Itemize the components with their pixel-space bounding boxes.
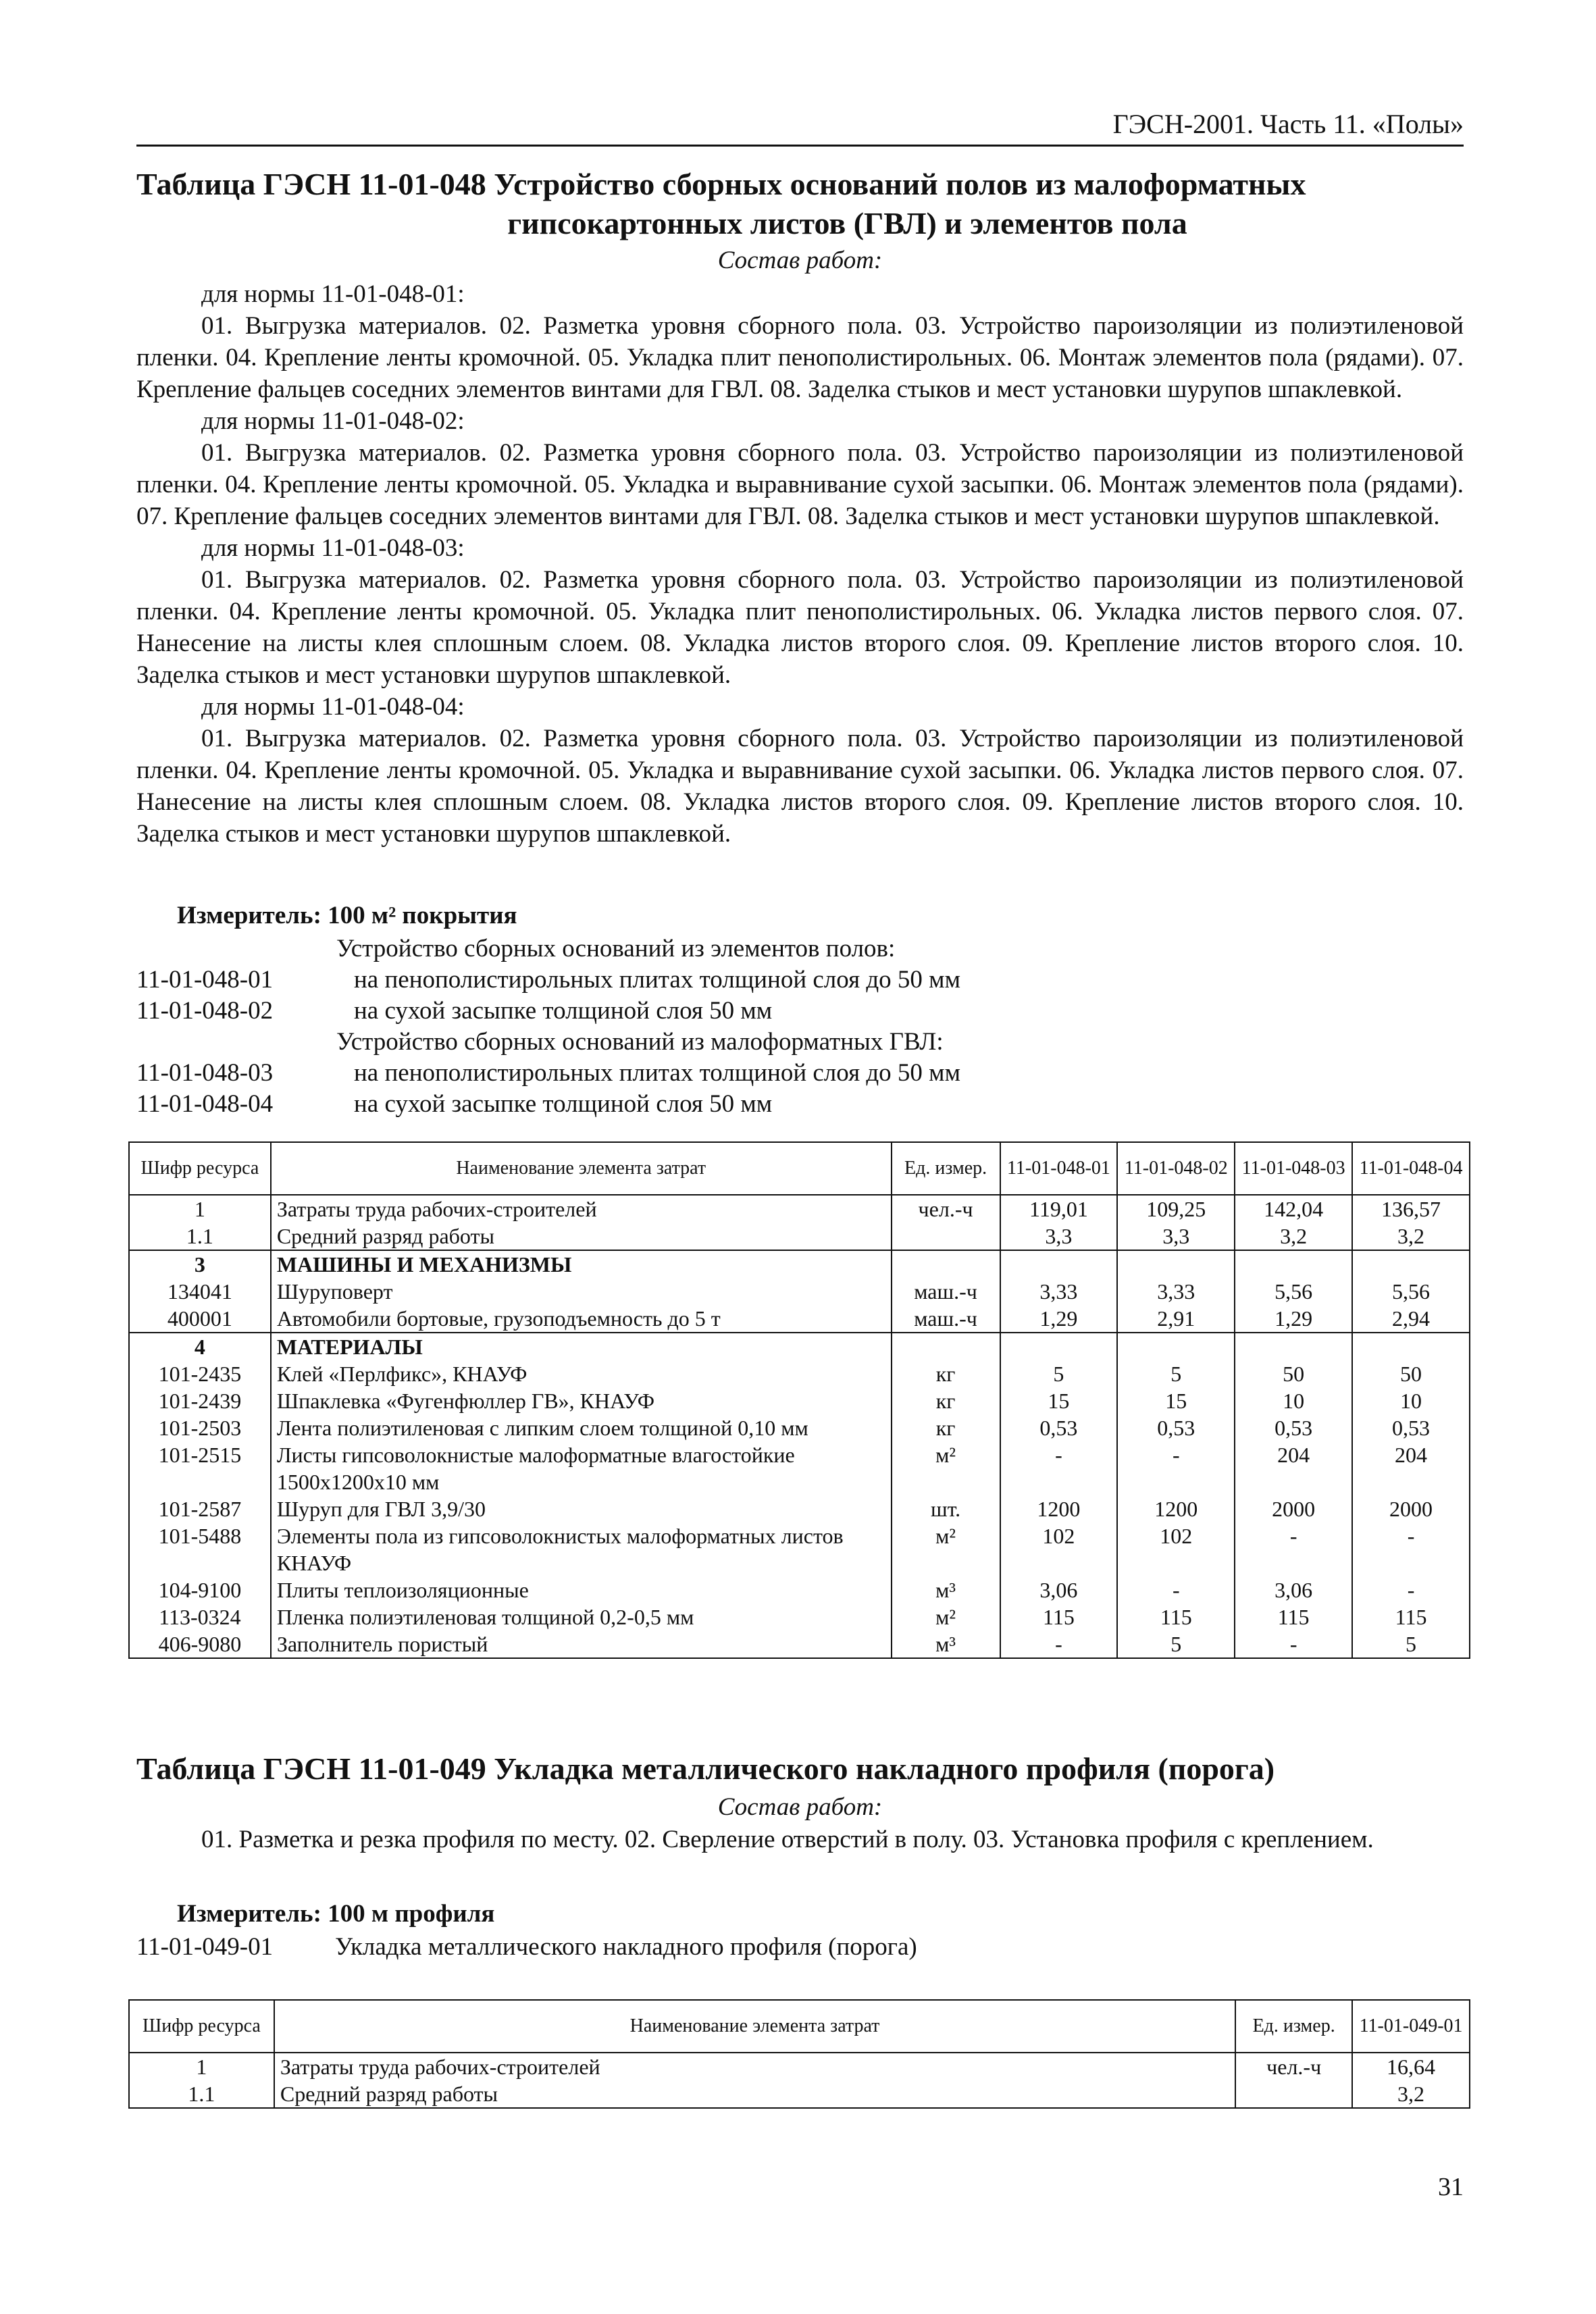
resource-code: 101-5488 xyxy=(129,1522,271,1576)
norm-value: 3,2 xyxy=(1235,1223,1352,1250)
norm-value xyxy=(1117,1333,1235,1360)
norm-value xyxy=(1235,1333,1352,1360)
group-heading: Устройство сборных оснований из малоформатных ГВЛ: xyxy=(336,1028,944,1056)
norm-description: на сухой засыпке толщиной слоя 50 мм xyxy=(354,1090,773,1118)
norm-value xyxy=(1352,1333,1470,1360)
norm-value: - xyxy=(1000,1630,1118,1658)
norm-value: 2,91 xyxy=(1117,1305,1235,1333)
norm-label: для нормы 11-01-048-02: xyxy=(201,407,465,435)
element-name: МАШИНЫ И МЕХАНИЗМЫ xyxy=(271,1250,892,1278)
unit: м² xyxy=(892,1522,1000,1576)
unit: шт. xyxy=(892,1495,1000,1522)
code-row xyxy=(136,1058,1464,1089)
norm-value: 50 xyxy=(1352,1360,1470,1387)
table-row xyxy=(129,1333,1470,1360)
norm-value: 5 xyxy=(1352,1630,1470,1658)
norm-value: - xyxy=(1117,1441,1235,1495)
norm-value: 1200 xyxy=(1117,1495,1235,1522)
resource-code: 1.1 xyxy=(129,1223,271,1250)
header-norm-col: 11-01-048-02 xyxy=(1117,1142,1235,1195)
norm-value xyxy=(1000,1333,1118,1360)
table-049-title: Таблица ГЭСН 11-01-049 Укладка металлического накладного профиля (порога) xyxy=(136,1751,1275,1786)
resource-code: 1 xyxy=(129,2053,274,2080)
table-row xyxy=(129,1250,1470,1278)
element-name: Шуруповерт xyxy=(271,1278,892,1305)
code-row xyxy=(136,965,1464,996)
header-unit: Ед. измер. xyxy=(892,1142,1000,1195)
unit xyxy=(892,1250,1000,1278)
norm-value: 2,94 xyxy=(1352,1305,1470,1333)
norm-value: - xyxy=(1235,1522,1352,1576)
header-norm-col: 11-01-049-01 xyxy=(1352,2000,1470,2053)
table-row xyxy=(129,2080,1470,2108)
resource-code: 101-2439 xyxy=(129,1387,271,1414)
header-resource-code: Шифр ресурса xyxy=(129,2000,274,2053)
norm-value: 10 xyxy=(1352,1387,1470,1414)
norm-value: 1200 xyxy=(1000,1495,1118,1522)
norm-text: 01. Выгрузка материалов. 02. Разметка уровня сборного пола. 03. Устройство пароизоляции из полиэтиленовой пленки. 04. Крепление ленты кромочной. 05. Укладка плит пенополистирольных. 06. Укладка листов первого слоя. 07. Нанесение на листы клея сплошным слоем. 08. Укладка листов второго слоя. 09. Крепление листов второго слоя. 10. Заделка стыков и мест установки шурупов шпаклевкой. xyxy=(136,566,1464,689)
group-heading: Устройство сборных оснований из элементов полов: xyxy=(336,935,896,962)
table-row xyxy=(129,1387,1470,1414)
resource-code: 1.1 xyxy=(129,2080,274,2108)
table-048-title-line2: гипсокартонных листов (ГВЛ) и элементов пола xyxy=(507,206,1187,240)
norm-label: для нормы 11-01-048-04: xyxy=(201,693,465,721)
element-name: Шпаклевка «Фугенфюллер ГВ», КНАУФ xyxy=(271,1387,892,1414)
norm-value: 5 xyxy=(1000,1360,1118,1387)
norm-value: 1,29 xyxy=(1000,1305,1118,1333)
norm-value: 204 xyxy=(1235,1441,1352,1495)
code-row xyxy=(136,996,1464,1027)
norm-label: для нормы 11-01-048-01: xyxy=(201,280,465,308)
composition-label: Состав работ: xyxy=(717,1793,883,1821)
norm-value: 3,3 xyxy=(1117,1223,1235,1250)
norm-value: 5 xyxy=(1117,1360,1235,1387)
norm-value: - xyxy=(1000,1441,1118,1495)
unit: маш.-ч xyxy=(892,1278,1000,1305)
table-048-title xyxy=(136,165,1464,243)
table-row xyxy=(129,1522,1470,1576)
norm-value: 0,53 xyxy=(1235,1414,1352,1441)
norm-value: 115 xyxy=(1235,1603,1352,1630)
resource-code: 101-2503 xyxy=(129,1414,271,1441)
norm-description: на сухой засыпке толщиной слоя 50 мм xyxy=(354,997,773,1025)
norm-value: 102 xyxy=(1000,1522,1118,1576)
table-row xyxy=(129,1360,1470,1387)
element-name: Заполнитель пористый xyxy=(271,1630,892,1658)
measure-unit: Измеритель: 100 м² покрытия xyxy=(177,902,517,929)
norm-value: 5 xyxy=(1117,1630,1235,1658)
resource-table-049 xyxy=(128,1999,1470,2109)
norm-value: 5,56 xyxy=(1235,1278,1352,1305)
resource-code: 4 xyxy=(129,1333,271,1360)
element-name: Клей «Перлфикс», КНАУФ xyxy=(271,1360,892,1387)
norm-value: 142,04 xyxy=(1235,1195,1352,1223)
resource-code: 406-9080 xyxy=(129,1630,271,1658)
table-row xyxy=(129,1441,1470,1495)
norm-code: 11-01-048-01 xyxy=(136,966,274,994)
element-name: МАТЕРИАЛЫ xyxy=(271,1333,892,1360)
table-row xyxy=(129,1223,1470,1250)
running-header: ГЭСН-2001. Часть 11. «Полы» xyxy=(1112,109,1464,139)
norm-value xyxy=(1352,1250,1470,1278)
table-row xyxy=(129,1576,1470,1603)
norm-value: 50 xyxy=(1235,1360,1352,1387)
element-name: Пленка полиэтиленовая толщиной 0,2-0,5 мм xyxy=(271,1603,892,1630)
header-unit: Ед. измер. xyxy=(1235,2000,1352,2053)
norm-value: 3,33 xyxy=(1117,1278,1235,1305)
unit: кг xyxy=(892,1414,1000,1441)
resource-code: 113-0324 xyxy=(129,1603,271,1630)
unit: кг xyxy=(892,1387,1000,1414)
norm-code: 11-01-049-01 xyxy=(136,1933,274,1961)
norm-value: 5,56 xyxy=(1352,1278,1470,1305)
code-row xyxy=(136,1089,1464,1120)
norm-code: 11-01-048-02 xyxy=(136,997,274,1025)
norm-value: - xyxy=(1235,1630,1352,1658)
element-name: Средний разряд работы xyxy=(271,1223,892,1250)
table-row xyxy=(129,1495,1470,1522)
element-name: Затраты труда рабочих-строителей xyxy=(274,2053,1235,2080)
element-name: Затраты труда рабочих-строителей xyxy=(271,1195,892,1223)
norm-text: 01. Выгрузка материалов. 02. Разметка уровня сборного пола. 03. Устройство пароизоляции из полиэтиленовой пленки. 04. Крепление ленты кромочной. 05. Укладка и выравнивание сухой засыпки. 06. Монтаж элементов пола (рядами). 07. Крепление фальцев соседних элементов винтами для ГВЛ. 08. Заделка стыков и мест установки шурупов шпаклевкой. xyxy=(136,439,1464,530)
norm-description: на пенополистирольных плитах толщиной слоя до 50 мм xyxy=(354,1059,960,1087)
page-number: 31 xyxy=(1438,2173,1464,2201)
norm-code: 11-01-048-03 xyxy=(136,1059,274,1087)
norm-value: 3,06 xyxy=(1000,1576,1118,1603)
header-element-name: Наименование элемента затрат xyxy=(271,1142,892,1195)
norm-value: 136,57 xyxy=(1352,1195,1470,1223)
norm-codes-049 xyxy=(136,1932,1464,1963)
measure-unit-049: Измеритель: 100 м профиля xyxy=(177,1900,495,1928)
unit: маш.-ч xyxy=(892,1305,1000,1333)
norm-value: 3,2 xyxy=(1352,2080,1470,2108)
element-name: Средний разряд работы xyxy=(274,2080,1235,2108)
norm-value: 3,33 xyxy=(1000,1278,1118,1305)
resource-code: 134041 xyxy=(129,1278,271,1305)
norm-value: 1,29 xyxy=(1235,1305,1352,1333)
resource-table-048 xyxy=(128,1141,1470,1659)
header-norm-col: 11-01-048-03 xyxy=(1235,1142,1352,1195)
resource-code: 101-2587 xyxy=(129,1495,271,1522)
table-row xyxy=(129,1305,1470,1333)
unit xyxy=(892,1223,1000,1250)
norm-value: 15 xyxy=(1117,1387,1235,1414)
table-row xyxy=(129,1630,1470,1658)
norm-value: 3,3 xyxy=(1000,1223,1118,1250)
norm-value: 0,53 xyxy=(1117,1414,1235,1441)
header-norm-col: 11-01-048-01 xyxy=(1000,1142,1118,1195)
resource-code: 1 xyxy=(129,1195,271,1223)
header-rule xyxy=(136,145,1464,147)
norm-value: - xyxy=(1117,1576,1235,1603)
norm-value: 15 xyxy=(1000,1387,1118,1414)
element-name: Автомобили бортовые, грузоподъемность до 5 т xyxy=(271,1305,892,1333)
unit: м³ xyxy=(892,1630,1000,1658)
element-name: Лента полиэтиленовая с липким слоем толщиной 0,10 мм xyxy=(271,1414,892,1441)
header-resource-code: Шифр ресурса xyxy=(129,1142,271,1195)
element-name: Плиты теплоизоляционные xyxy=(271,1576,892,1603)
norm-code: 11-01-048-04 xyxy=(136,1090,274,1118)
norm-value: 102 xyxy=(1117,1522,1235,1576)
unit: м³ xyxy=(892,1576,1000,1603)
norm-value: 0,53 xyxy=(1000,1414,1118,1441)
norm-value: 3,06 xyxy=(1235,1576,1352,1603)
norm-codes xyxy=(136,933,1464,1120)
norm-text: 01. Выгрузка материалов. 02. Разметка уровня сборного пола. 03. Устройство пароизоляции из полиэтиленовой пленки. 04. Крепление ленты кромочной. 05. Укладка и выравнивание сухой засыпки. 06. Укладка листов первого слоя. 07. Нанесение на листы клея сплошным слоем. 08. Укладка листов второго слоя. 09. Крепление листов второго слоя. 10. Заделка стыков и мест установки шурупов шпаклевкой. xyxy=(136,725,1464,848)
norm-description: Укладка металлического накладного профиля (порога) xyxy=(335,1933,917,1961)
unit xyxy=(1235,2080,1352,2108)
element-name: Элементы пола из гипсоволокнистых малоформатных листов КНАУФ xyxy=(271,1522,892,1576)
norm-value xyxy=(1235,1250,1352,1278)
norm-description: на пенополистирольных плитах толщиной слоя до 50 мм xyxy=(354,966,960,994)
resource-code: 3 xyxy=(129,1250,271,1278)
work-composition xyxy=(136,278,1464,850)
norm-value: 3,2 xyxy=(1352,1223,1470,1250)
norm-label: для нормы 11-01-048-03: xyxy=(201,534,465,562)
norm-value: 16,64 xyxy=(1352,2053,1470,2080)
resource-code: 101-2435 xyxy=(129,1360,271,1387)
norm-value: 115 xyxy=(1000,1603,1118,1630)
unit: чел.-ч xyxy=(892,1195,1000,1223)
table-row xyxy=(129,2053,1470,2080)
norm-value: 119,01 xyxy=(1000,1195,1118,1223)
norm-value: - xyxy=(1352,1576,1470,1603)
element-name: Листы гипсоволокнистые малоформатные влагостойкие 1500x1200x10 мм xyxy=(271,1441,892,1495)
resource-code: 104-9100 xyxy=(129,1576,271,1603)
work-composition-049 xyxy=(136,1824,1464,1855)
unit xyxy=(892,1333,1000,1360)
table-048-body xyxy=(129,1195,1470,1658)
norm-value xyxy=(1000,1250,1118,1278)
norm-value: 115 xyxy=(1117,1603,1235,1630)
norm-value: 204 xyxy=(1352,1441,1470,1495)
code-row xyxy=(136,1932,1464,1963)
norm-text: 01. Разметка и резка профиля по месту. 02. Сверление отверстий в полу. 03. Установка профиля с креплением. xyxy=(201,1826,1374,1853)
norm-value: 2000 xyxy=(1235,1495,1352,1522)
norm-value: 115 xyxy=(1352,1603,1470,1630)
table-row xyxy=(129,1603,1470,1630)
header-element-name: Наименование элемента затрат xyxy=(274,2000,1235,2053)
norm-value: 2000 xyxy=(1352,1495,1470,1522)
table-row xyxy=(129,1195,1470,1223)
resource-code: 400001 xyxy=(129,1305,271,1333)
norm-value: 109,25 xyxy=(1117,1195,1235,1223)
resource-code: 101-2515 xyxy=(129,1441,271,1495)
header-norm-col: 11-01-048-04 xyxy=(1352,1142,1470,1195)
norm-value: - xyxy=(1352,1522,1470,1576)
unit: чел.-ч xyxy=(1235,2053,1352,2080)
table-049-body xyxy=(129,2053,1470,2108)
table-048-title-line1: Таблица ГЭСН 11-01-048 Устройство сборных оснований полов из малоформатных xyxy=(136,167,1306,201)
table-row xyxy=(129,1414,1470,1441)
composition-label: Состав работ: xyxy=(717,247,883,274)
norm-text: 01. Выгрузка материалов. 02. Разметка уровня сборного пола. 03. Устройство пароизоляции из полиэтиленовой пленки. 04. Крепление ленты кромочной. 05. Укладка плит пенополистирольных. 06. Монтаж элементов пола (рядами). 07. Крепление фальцев соседних элементов винтами для ГВЛ. 08. Заделка стыков и мест установки шурупов шпаклевкой. xyxy=(136,312,1464,403)
unit: м² xyxy=(892,1441,1000,1495)
norm-value: 10 xyxy=(1235,1387,1352,1414)
unit: м² xyxy=(892,1603,1000,1630)
element-name: Шуруп для ГВЛ 3,9/30 xyxy=(271,1495,892,1522)
norm-value xyxy=(1117,1250,1235,1278)
unit: кг xyxy=(892,1360,1000,1387)
table-row xyxy=(129,1278,1470,1305)
norm-value: 0,53 xyxy=(1352,1414,1470,1441)
